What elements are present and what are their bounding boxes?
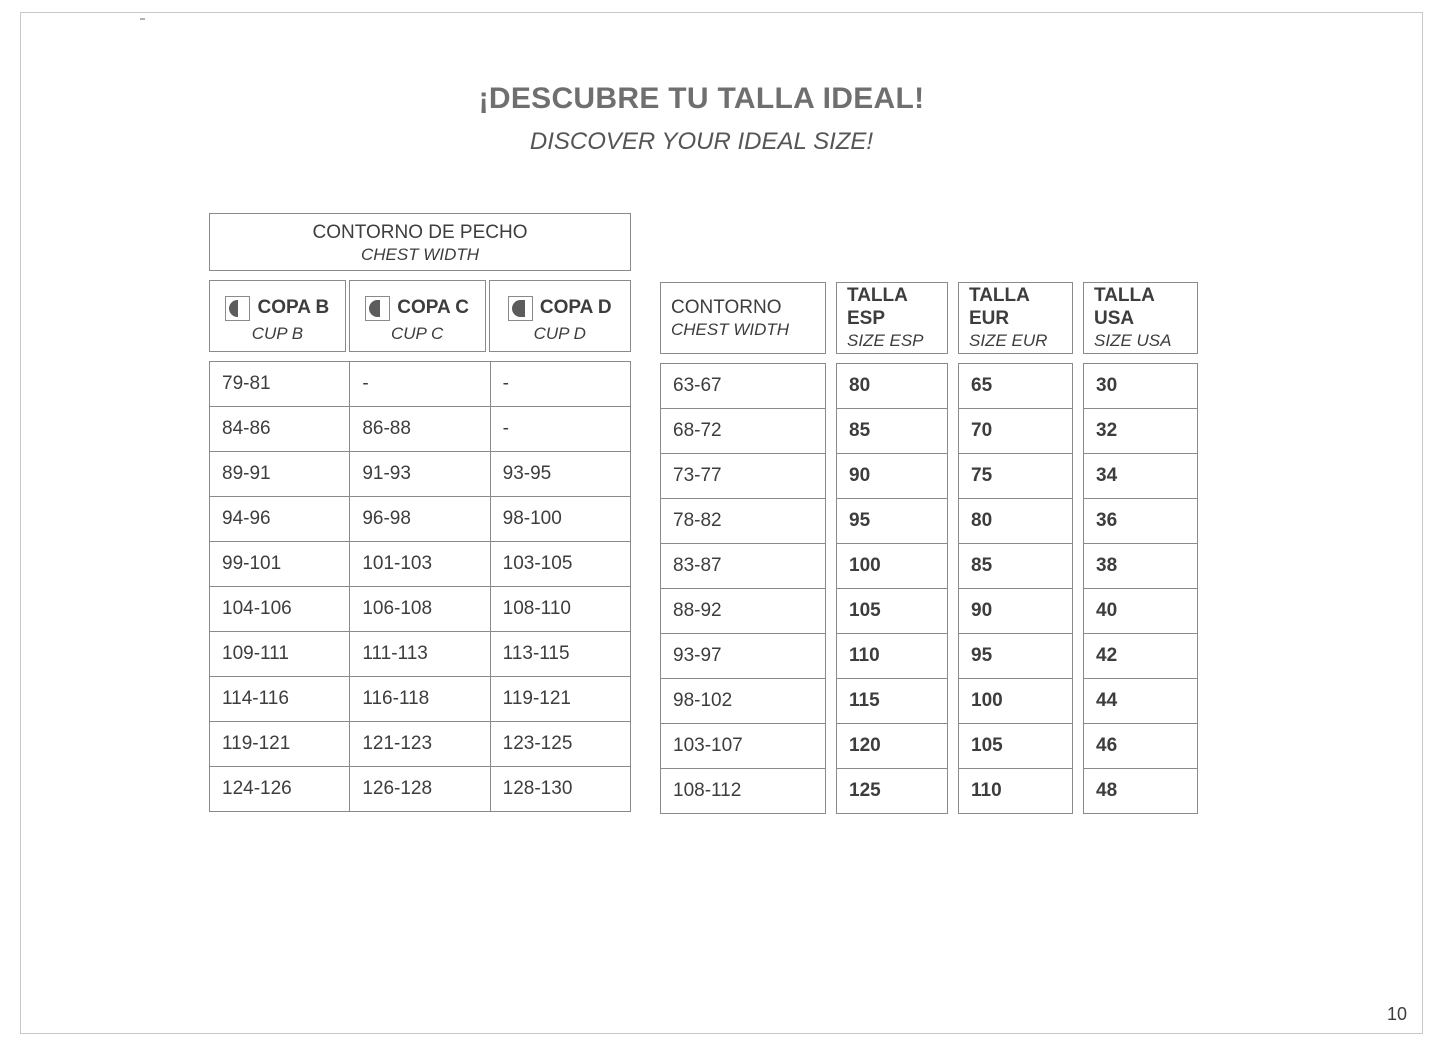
table-cell: 30 (1084, 364, 1198, 409)
talla-esp-header (836, 282, 948, 354)
cup-header-d (489, 280, 632, 352)
talla-usa-table (1083, 363, 1198, 814)
table-row (210, 407, 631, 452)
table-cell: 34 (1084, 454, 1198, 499)
table-cell: 114-116 (210, 677, 350, 722)
table-row (210, 767, 631, 812)
page-subtitle: DISCOVER YOUR IDEAL SIZE! (529, 128, 874, 155)
table-row (210, 677, 631, 722)
table-cell: - (490, 407, 630, 452)
table-cell: 108-110 (490, 587, 630, 632)
table-cell: 40 (1084, 589, 1198, 634)
table-cell: 95 (837, 499, 948, 544)
talla-eur-header-es: TALLA EUR (969, 285, 1030, 329)
table-cell: 115 (837, 679, 948, 724)
chest-width-banner (209, 213, 631, 271)
table-cell: 95 (959, 634, 1073, 679)
table-row (210, 722, 631, 767)
table-row (1084, 769, 1198, 814)
table-cell: 123-125 (490, 722, 630, 767)
talla-usa-header (1083, 282, 1198, 354)
table-cell: 116-118 (350, 677, 490, 722)
table-cell: 78-82 (661, 499, 826, 544)
table-row (661, 499, 826, 544)
table-cell: 96-98 (350, 497, 490, 542)
table-cell: 85 (837, 409, 948, 454)
table-cell: 106-108 (350, 587, 490, 632)
table-cell: 94-96 (210, 497, 350, 542)
table-cell: 98-100 (490, 497, 630, 542)
table-row (210, 587, 631, 632)
table-row (1084, 364, 1198, 409)
table-cell: 110 (959, 769, 1073, 814)
cup-header-d-label: COPA D (539, 297, 612, 318)
cup-header-c-sublabel: CUP C (390, 323, 444, 343)
table-cell: 100 (837, 544, 948, 589)
table-cell: 32 (1084, 409, 1198, 454)
table-cell: 75 (959, 454, 1073, 499)
table-cell: 36 (1084, 499, 1198, 544)
table-cell: 48 (1084, 769, 1198, 814)
contorno-header-es: CONTORNO (671, 296, 782, 318)
table-row (210, 362, 631, 407)
table-row (661, 589, 826, 634)
table-row (959, 589, 1073, 634)
talla-eur-header (958, 282, 1073, 354)
table-row (661, 679, 826, 724)
cup-header-b (209, 280, 346, 352)
cup-header-b-label: COPA B (257, 297, 330, 318)
table-cell: 108-112 (661, 769, 826, 814)
contorno-header-en: CHEST WIDTH (671, 319, 790, 339)
table-row (837, 634, 948, 679)
table-row (959, 679, 1073, 724)
table-row (959, 634, 1073, 679)
table-cell: 126-128 (350, 767, 490, 812)
table-cell: 84-86 (210, 407, 350, 452)
contorno-column (660, 282, 826, 814)
table-row (959, 544, 1073, 589)
table-row (959, 499, 1073, 544)
table-cell: - (350, 362, 490, 407)
contorno-header (660, 282, 826, 354)
table-row (661, 724, 826, 769)
table-cell: 80 (837, 364, 948, 409)
table-row (959, 409, 1073, 454)
table-row (837, 499, 948, 544)
contorno-table (660, 363, 826, 814)
table-row (959, 364, 1073, 409)
table-cell: 86-88 (350, 407, 490, 452)
table-row (837, 679, 948, 724)
talla-eur-table (958, 363, 1073, 814)
table-row (661, 634, 826, 679)
cup-c-icon (365, 296, 390, 321)
table-cell: 90 (837, 454, 948, 499)
table-row (837, 589, 948, 634)
talla-usa-column (1083, 282, 1198, 814)
table-cell: 101-103 (350, 542, 490, 587)
talla-esp-header-en: SIZE ESP (847, 331, 924, 350)
table-cell: 83-87 (661, 544, 826, 589)
table-row (959, 454, 1073, 499)
table-cell: 124-126 (210, 767, 350, 812)
table-row (1084, 544, 1198, 589)
table-row (210, 632, 631, 677)
table-row (661, 454, 826, 499)
table-cell: 113-115 (490, 632, 630, 677)
cup-header-d-sublabel: CUP D (533, 323, 586, 343)
table-row (837, 364, 948, 409)
table-row (959, 724, 1073, 769)
table-row (837, 544, 948, 589)
table-cell: 85 (959, 544, 1073, 589)
table-row (1084, 634, 1198, 679)
table-cell: 98-102 (661, 679, 826, 724)
table-cell: 46 (1084, 724, 1198, 769)
talla-usa-header-en: SIZE USA (1094, 331, 1172, 350)
table-cell: 109-111 (210, 632, 350, 677)
crop-mark (140, 18, 145, 20)
table-cell: 103-107 (661, 724, 826, 769)
table-cell: 89-91 (210, 452, 350, 497)
table-row (661, 364, 826, 409)
table-row (210, 542, 631, 587)
table-row (1084, 409, 1198, 454)
cup-header-b-sublabel: CUP B (251, 323, 304, 343)
chest-width-banner-es: CONTORNO DE PECHO (312, 221, 528, 243)
cup-header-row (209, 280, 631, 352)
table-cell: 99-101 (210, 542, 350, 587)
table-cell: 104-106 (210, 587, 350, 632)
table-cell: 121-123 (350, 722, 490, 767)
table-row (837, 724, 948, 769)
table-cell: 120 (837, 724, 948, 769)
table-cell: 38 (1084, 544, 1198, 589)
table-row (837, 769, 948, 814)
table-cell: 105 (837, 589, 948, 634)
table-cell: - (490, 362, 630, 407)
table-cell: 70 (959, 409, 1073, 454)
table-cell: 42 (1084, 634, 1198, 679)
table-row (661, 409, 826, 454)
table-cell: 119-121 (210, 722, 350, 767)
table-row (837, 409, 948, 454)
table-row (959, 769, 1073, 814)
cup-header-c (349, 280, 486, 352)
table-row (210, 452, 631, 497)
cup-header-c-label: COPA C (397, 297, 470, 318)
table-cell: 88-92 (661, 589, 826, 634)
cup-b-icon (225, 296, 250, 321)
table-row (1084, 454, 1198, 499)
size-conversion-block (660, 282, 1198, 814)
table-cell: 93-97 (661, 634, 826, 679)
talla-esp-header-es: TALLA ESP (847, 285, 908, 329)
table-cell: 111-113 (350, 632, 490, 677)
table-row (1084, 589, 1198, 634)
table-row (661, 769, 826, 814)
talla-esp-column (836, 282, 948, 814)
table-cell: 93-95 (490, 452, 630, 497)
table-cell: 73-77 (661, 454, 826, 499)
table-cell: 125 (837, 769, 948, 814)
table-cell: 80 (959, 499, 1073, 544)
table-cell: 90 (959, 589, 1073, 634)
chest-width-table (209, 361, 631, 812)
table-row (661, 544, 826, 589)
table-cell: 63-67 (661, 364, 826, 409)
chest-width-table-block (209, 213, 631, 812)
table-cell: 128-130 (490, 767, 630, 812)
table-cell: 68-72 (661, 409, 826, 454)
table-row (1084, 499, 1198, 544)
talla-eur-column (958, 282, 1073, 814)
talla-usa-header-es: TALLA USA (1094, 285, 1155, 329)
table-row (210, 497, 631, 542)
table-cell: 105 (959, 724, 1073, 769)
table-row (1084, 724, 1198, 769)
cup-d-icon (508, 296, 533, 321)
talla-eur-header-en: SIZE EUR (969, 331, 1048, 350)
table-row (1084, 679, 1198, 724)
table-cell: 110 (837, 634, 948, 679)
table-cell: 91-93 (350, 452, 490, 497)
page-number: 10 (1386, 1004, 1407, 1024)
table-row (837, 454, 948, 499)
table-cell: 65 (959, 364, 1073, 409)
table-cell: 79-81 (210, 362, 350, 407)
chest-width-banner-en: CHEST WIDTH (360, 244, 480, 264)
page-title: ¡DESCUBRE TU TALLA IDEAL! (478, 82, 925, 115)
talla-esp-table (836, 363, 948, 814)
table-cell: 119-121 (490, 677, 630, 722)
table-cell: 100 (959, 679, 1073, 724)
table-cell: 103-105 (490, 542, 630, 587)
table-cell: 44 (1084, 679, 1198, 724)
